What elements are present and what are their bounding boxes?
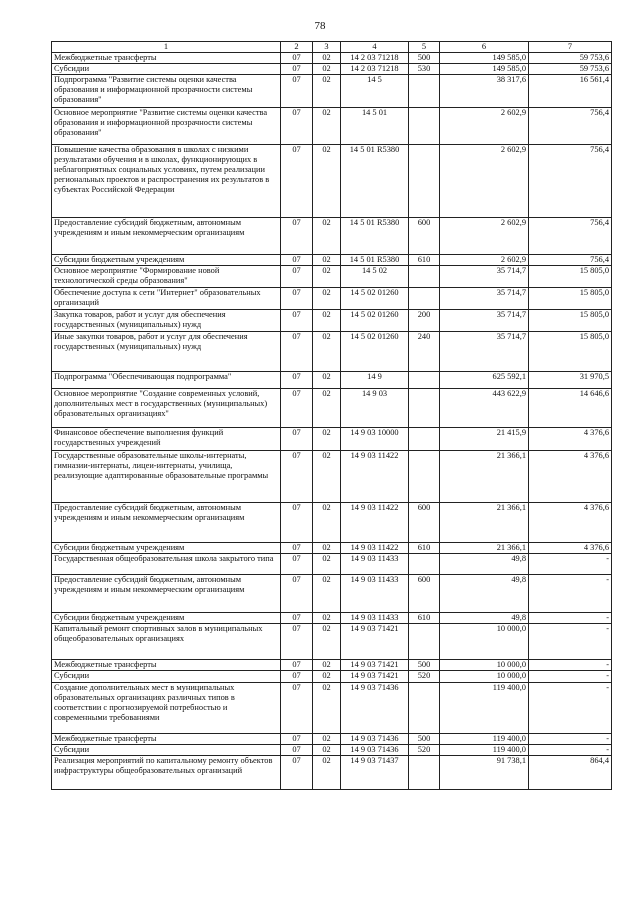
executed-amount-cell: 4 376,6 bbox=[529, 503, 612, 543]
amount-cell: 38 317,6 bbox=[440, 75, 529, 108]
subsection-code-cell: 02 bbox=[313, 53, 341, 64]
executed-amount-cell: 14 646,6 bbox=[529, 389, 612, 428]
amount-cell: 119 400,0 bbox=[440, 682, 529, 733]
row-name-cell: Основное мероприятие "Создание современных условий, дополнительных мест в государственных (муниципальных) образовательных организациях" bbox=[52, 389, 281, 428]
table-row bbox=[52, 575, 612, 613]
header-cell: 3 bbox=[313, 42, 341, 53]
section-code-cell: 07 bbox=[281, 332, 313, 372]
target-article-cell: 14 9 03 71436 bbox=[341, 682, 409, 733]
executed-amount-cell: 756,4 bbox=[529, 145, 612, 218]
table-row bbox=[52, 554, 612, 575]
expense-type-cell: 500 bbox=[409, 660, 440, 671]
section-code-cell: 07 bbox=[281, 671, 313, 682]
header-cell: 1 bbox=[52, 42, 281, 53]
expense-type-cell: 240 bbox=[409, 332, 440, 372]
row-name-cell: Подпрограмма "Развитие системы оценки качества образования и информационной прозрачности системы образования" bbox=[52, 75, 281, 108]
header-cell: 6 bbox=[440, 42, 529, 53]
subsection-code-cell: 02 bbox=[313, 554, 341, 575]
row-name-cell: Иные закупки товаров, работ и услуг для обеспечения государственных (муниципальных) нужд bbox=[52, 332, 281, 372]
subsection-code-cell: 02 bbox=[313, 503, 341, 543]
expense-type-cell bbox=[409, 682, 440, 733]
table-row bbox=[52, 660, 612, 671]
subsection-code-cell: 02 bbox=[313, 613, 341, 624]
row-name-cell: Основное мероприятие "Развитие системы оценки качества образования и информационной прозрачности системы образования" bbox=[52, 108, 281, 145]
target-article-cell: 14 9 03 11433 bbox=[341, 575, 409, 613]
executed-amount-cell: 756,4 bbox=[529, 255, 612, 266]
section-code-cell: 07 bbox=[281, 554, 313, 575]
expense-type-cell: 600 bbox=[409, 218, 440, 255]
header-row bbox=[52, 42, 612, 53]
section-code-cell: 07 bbox=[281, 682, 313, 733]
amount-cell: 49,8 bbox=[440, 554, 529, 575]
expense-type-cell: 520 bbox=[409, 744, 440, 755]
amount-cell: 2 602,9 bbox=[440, 108, 529, 145]
table-row bbox=[52, 671, 612, 682]
target-article-cell: 14 9 03 11422 bbox=[341, 451, 409, 503]
section-code-cell: 07 bbox=[281, 53, 313, 64]
expense-type-cell: 500 bbox=[409, 733, 440, 744]
subsection-code-cell: 02 bbox=[313, 288, 341, 310]
executed-amount-cell: - bbox=[529, 744, 612, 755]
target-article-cell: 14 2 03 71218 bbox=[341, 53, 409, 64]
expense-type-cell bbox=[409, 755, 440, 789]
row-name-cell: Закупка товаров, работ и услуг для обеспечения государственных (муниципальных) нужд bbox=[52, 310, 281, 332]
executed-amount-cell: - bbox=[529, 733, 612, 744]
amount-cell: 21 366,1 bbox=[440, 451, 529, 503]
header-cell: 5 bbox=[409, 42, 440, 53]
section-code-cell: 07 bbox=[281, 389, 313, 428]
row-name-cell: Межбюджетные трансферты bbox=[52, 53, 281, 64]
table-row bbox=[52, 744, 612, 755]
table-row bbox=[52, 428, 612, 451]
target-article-cell: 14 9 03 11422 bbox=[341, 543, 409, 554]
expense-type-cell bbox=[409, 389, 440, 428]
amount-cell: 149 585,0 bbox=[440, 64, 529, 75]
amount-cell: 2 602,9 bbox=[440, 255, 529, 266]
table-row bbox=[52, 613, 612, 624]
target-article-cell: 14 5 02 01260 bbox=[341, 288, 409, 310]
subsection-code-cell: 02 bbox=[313, 75, 341, 108]
subsection-code-cell: 02 bbox=[313, 64, 341, 75]
row-name-cell: Межбюджетные трансферты bbox=[52, 733, 281, 744]
section-code-cell: 07 bbox=[281, 108, 313, 145]
expense-type-cell: 530 bbox=[409, 64, 440, 75]
expense-type-cell bbox=[409, 451, 440, 503]
expense-type-cell bbox=[409, 266, 440, 288]
amount-cell: 2 602,9 bbox=[440, 218, 529, 255]
subsection-code-cell: 02 bbox=[313, 660, 341, 671]
subsection-code-cell: 02 bbox=[313, 543, 341, 554]
subsection-code-cell: 02 bbox=[313, 389, 341, 428]
section-code-cell: 07 bbox=[281, 575, 313, 613]
table-row bbox=[52, 145, 612, 218]
executed-amount-cell: - bbox=[529, 660, 612, 671]
section-code-cell: 07 bbox=[281, 428, 313, 451]
subsection-code-cell: 02 bbox=[313, 332, 341, 372]
target-article-cell: 14 5 bbox=[341, 75, 409, 108]
table-row bbox=[52, 64, 612, 75]
table-row bbox=[52, 503, 612, 543]
amount-cell: 10 000,0 bbox=[440, 671, 529, 682]
subsection-code-cell: 02 bbox=[313, 755, 341, 789]
target-article-cell: 14 9 03 71436 bbox=[341, 744, 409, 755]
amount-cell: 91 738,1 bbox=[440, 755, 529, 789]
executed-amount-cell: - bbox=[529, 624, 612, 660]
table-row bbox=[52, 310, 612, 332]
row-name-cell: Субсидии бюджетным учреждениям bbox=[52, 613, 281, 624]
amount-cell: 49,8 bbox=[440, 613, 529, 624]
subsection-code-cell: 02 bbox=[313, 145, 341, 218]
executed-amount-cell: 16 561,4 bbox=[529, 75, 612, 108]
row-name-cell: Субсидии bbox=[52, 671, 281, 682]
executed-amount-cell: 4 376,6 bbox=[529, 451, 612, 503]
subsection-code-cell: 02 bbox=[313, 372, 341, 389]
row-name-cell: Межбюджетные трансферты bbox=[52, 660, 281, 671]
row-name-cell: Капитальный ремонт спортивных залов в муниципальных общеобразовательных организациях bbox=[52, 624, 281, 660]
target-article-cell: 14 9 03 11433 bbox=[341, 554, 409, 575]
amount-cell: 149 585,0 bbox=[440, 53, 529, 64]
subsection-code-cell: 02 bbox=[313, 428, 341, 451]
header-cell: 7 bbox=[529, 42, 612, 53]
expense-type-cell bbox=[409, 372, 440, 389]
row-name-cell: Государственная общеобразовательная школа закрытого типа bbox=[52, 554, 281, 575]
executed-amount-cell: 756,4 bbox=[529, 108, 612, 145]
subsection-code-cell: 02 bbox=[313, 575, 341, 613]
table-row bbox=[52, 543, 612, 554]
page-number: 78 bbox=[314, 20, 326, 32]
row-name-cell: Субсидии bbox=[52, 64, 281, 75]
row-name-cell: Субсидии бюджетным учреждениям bbox=[52, 255, 281, 266]
subsection-code-cell: 02 bbox=[313, 108, 341, 145]
amount-cell: 443 622,9 bbox=[440, 389, 529, 428]
table-row bbox=[52, 682, 612, 733]
executed-amount-cell: - bbox=[529, 554, 612, 575]
amount-cell: 35 714,7 bbox=[440, 266, 529, 288]
subsection-code-cell: 02 bbox=[313, 671, 341, 682]
section-code-cell: 07 bbox=[281, 75, 313, 108]
table-body bbox=[52, 53, 612, 790]
amount-cell: 35 714,7 bbox=[440, 310, 529, 332]
amount-cell: 2 602,9 bbox=[440, 145, 529, 218]
expense-type-cell bbox=[409, 145, 440, 218]
row-name-cell: Предоставление субсидий бюджетным, автономным учреждениям и иным некоммерческим организациям bbox=[52, 218, 281, 255]
amount-cell: 625 592,1 bbox=[440, 372, 529, 389]
row-name-cell: Предоставление субсидий бюджетным, автономным учреждениям и иным некоммерческим организациям bbox=[52, 575, 281, 613]
row-name-cell: Обеспечение доступа к сети "Интернет" образовательных организаций bbox=[52, 288, 281, 310]
subsection-code-cell: 02 bbox=[313, 451, 341, 503]
executed-amount-cell: 4 376,6 bbox=[529, 543, 612, 554]
row-name-cell: Государственные образовательные школы-интернаты, гимназии-интернаты, лицеи-интернаты, училища, реализующие адаптированные образовательные программы bbox=[52, 451, 281, 503]
executed-amount-cell: - bbox=[529, 613, 612, 624]
row-name-cell: Предоставление субсидий бюджетным, автономным учреждениям и иным некоммерческим организациям bbox=[52, 503, 281, 543]
section-code-cell: 07 bbox=[281, 755, 313, 789]
target-article-cell: 14 9 03 71436 bbox=[341, 733, 409, 744]
row-name-cell: Финансовое обеспечение выполнения функций государственных учреждений bbox=[52, 428, 281, 451]
expense-type-cell: 600 bbox=[409, 575, 440, 613]
target-article-cell: 14 9 03 bbox=[341, 389, 409, 428]
budget-table bbox=[51, 41, 612, 790]
executed-amount-cell: 59 753,6 bbox=[529, 53, 612, 64]
header-cell: 4 bbox=[341, 42, 409, 53]
table-row bbox=[52, 372, 612, 389]
expense-type-cell bbox=[409, 428, 440, 451]
table-row bbox=[52, 755, 612, 789]
target-article-cell: 14 9 03 71421 bbox=[341, 671, 409, 682]
expense-type-cell bbox=[409, 75, 440, 108]
table-row bbox=[52, 451, 612, 503]
row-name-cell: Создание дополнительных мест в муниципальных образовательных организациях различных типов в соответствии с прогнозируемой потребностью и современными требованиями bbox=[52, 682, 281, 733]
header-cell: 2 bbox=[281, 42, 313, 53]
executed-amount-cell: 756,4 bbox=[529, 218, 612, 255]
target-article-cell: 14 9 bbox=[341, 372, 409, 389]
table-row bbox=[52, 332, 612, 372]
target-article-cell: 14 5 01 R5380 bbox=[341, 255, 409, 266]
row-name-cell: Подпрограмма "Обеспечивающая подпрограмма" bbox=[52, 372, 281, 389]
section-code-cell: 07 bbox=[281, 64, 313, 75]
target-article-cell: 14 5 02 01260 bbox=[341, 310, 409, 332]
section-code-cell: 07 bbox=[281, 744, 313, 755]
table-row bbox=[52, 624, 612, 660]
expense-type-cell bbox=[409, 288, 440, 310]
executed-amount-cell: 15 805,0 bbox=[529, 310, 612, 332]
subsection-code-cell: 02 bbox=[313, 733, 341, 744]
section-code-cell: 07 bbox=[281, 613, 313, 624]
subsection-code-cell: 02 bbox=[313, 218, 341, 255]
section-code-cell: 07 bbox=[281, 255, 313, 266]
amount-cell: 21 366,1 bbox=[440, 503, 529, 543]
target-article-cell: 14 9 03 11422 bbox=[341, 503, 409, 543]
amount-cell: 10 000,0 bbox=[440, 660, 529, 671]
section-code-cell: 07 bbox=[281, 310, 313, 332]
subsection-code-cell: 02 bbox=[313, 310, 341, 332]
executed-amount-cell: 4 376,6 bbox=[529, 428, 612, 451]
table-row bbox=[52, 266, 612, 288]
table-row bbox=[52, 75, 612, 108]
subsection-code-cell: 02 bbox=[313, 682, 341, 733]
subsection-code-cell: 02 bbox=[313, 624, 341, 660]
subsection-code-cell: 02 bbox=[313, 744, 341, 755]
subsection-code-cell: 02 bbox=[313, 255, 341, 266]
table-row bbox=[52, 108, 612, 145]
expense-type-cell bbox=[409, 108, 440, 145]
target-article-cell: 14 5 01 R5380 bbox=[341, 145, 409, 218]
section-code-cell: 07 bbox=[281, 624, 313, 660]
section-code-cell: 07 bbox=[281, 372, 313, 389]
subsection-code-cell: 02 bbox=[313, 266, 341, 288]
target-article-cell: 14 5 01 R5380 bbox=[341, 218, 409, 255]
target-article-cell: 14 5 01 bbox=[341, 108, 409, 145]
target-article-cell: 14 2 03 71218 bbox=[341, 64, 409, 75]
row-name-cell: Повышение качества образования в школах с низкими результатами обучения и в школах, функционирующих в неблагоприятных социальных условиях, путем реализации региональных проектов и распространения их результатов в субъектах Российской Федерации bbox=[52, 145, 281, 218]
target-article-cell: 14 9 03 11433 bbox=[341, 613, 409, 624]
section-code-cell: 07 bbox=[281, 266, 313, 288]
amount-cell: 35 714,7 bbox=[440, 288, 529, 310]
table-row bbox=[52, 218, 612, 255]
expense-type-cell: 610 bbox=[409, 255, 440, 266]
row-name-cell: Реализация мероприятий по капитальному ремонту объектов инфраструктуры общеобразовательных организаций bbox=[52, 755, 281, 789]
executed-amount-cell: - bbox=[529, 682, 612, 733]
executed-amount-cell: 31 970,5 bbox=[529, 372, 612, 389]
section-code-cell: 07 bbox=[281, 660, 313, 671]
executed-amount-cell: 15 805,0 bbox=[529, 332, 612, 372]
amount-cell: 10 000,0 bbox=[440, 624, 529, 660]
expense-type-cell: 600 bbox=[409, 503, 440, 543]
executed-amount-cell: 59 753,6 bbox=[529, 64, 612, 75]
section-code-cell: 07 bbox=[281, 503, 313, 543]
table-row bbox=[52, 389, 612, 428]
target-article-cell: 14 5 02 01260 bbox=[341, 332, 409, 372]
row-name-cell: Субсидии bbox=[52, 744, 281, 755]
executed-amount-cell: - bbox=[529, 575, 612, 613]
executed-amount-cell: 864,4 bbox=[529, 755, 612, 789]
expense-type-cell: 610 bbox=[409, 613, 440, 624]
expense-type-cell: 200 bbox=[409, 310, 440, 332]
section-code-cell: 07 bbox=[281, 543, 313, 554]
amount-cell: 119 400,0 bbox=[440, 744, 529, 755]
amount-cell: 21 366,1 bbox=[440, 543, 529, 554]
expense-type-cell bbox=[409, 554, 440, 575]
row-name-cell: Основное мероприятие "Формирование новой технологической среды образования" bbox=[52, 266, 281, 288]
target-article-cell: 14 9 03 71421 bbox=[341, 660, 409, 671]
expense-type-cell: 610 bbox=[409, 543, 440, 554]
expense-type-cell: 500 bbox=[409, 53, 440, 64]
target-article-cell: 14 9 03 71437 bbox=[341, 755, 409, 789]
section-code-cell: 07 bbox=[281, 218, 313, 255]
expense-type-cell bbox=[409, 624, 440, 660]
target-article-cell: 14 5 02 bbox=[341, 266, 409, 288]
section-code-cell: 07 bbox=[281, 451, 313, 503]
target-article-cell: 14 9 03 10000 bbox=[341, 428, 409, 451]
expense-type-cell: 520 bbox=[409, 671, 440, 682]
amount-cell: 21 415,9 bbox=[440, 428, 529, 451]
table-row bbox=[52, 53, 612, 64]
executed-amount-cell: - bbox=[529, 671, 612, 682]
table-row bbox=[52, 733, 612, 744]
row-name-cell: Субсидии бюджетным учреждениям bbox=[52, 543, 281, 554]
section-code-cell: 07 bbox=[281, 145, 313, 218]
executed-amount-cell: 15 805,0 bbox=[529, 288, 612, 310]
section-code-cell: 07 bbox=[281, 288, 313, 310]
amount-cell: 49,8 bbox=[440, 575, 529, 613]
target-article-cell: 14 9 03 71421 bbox=[341, 624, 409, 660]
table-row bbox=[52, 288, 612, 310]
executed-amount-cell: 15 805,0 bbox=[529, 266, 612, 288]
table-row bbox=[52, 255, 612, 266]
section-code-cell: 07 bbox=[281, 733, 313, 744]
amount-cell: 119 400,0 bbox=[440, 733, 529, 744]
amount-cell: 35 714,7 bbox=[440, 332, 529, 372]
